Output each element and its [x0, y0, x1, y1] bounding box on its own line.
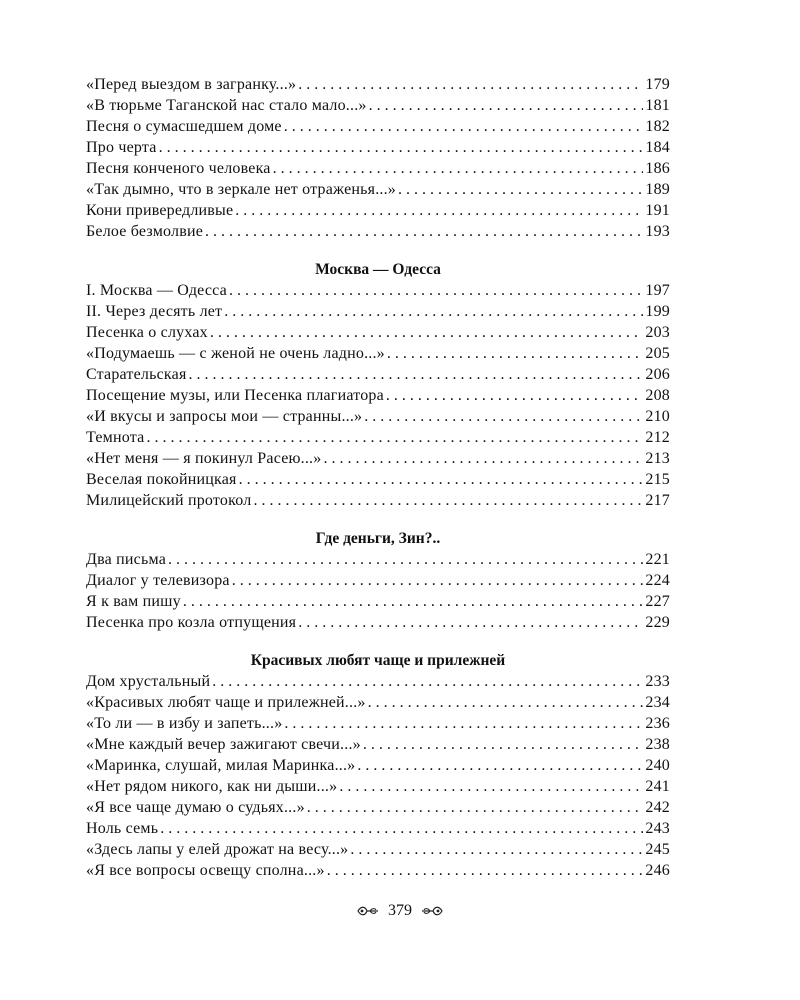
toc-entry-page: 212: [645, 429, 670, 446]
toc-entry: [86, 490, 670, 511]
toc-entry-page: 217: [645, 492, 670, 509]
toc-entry-page: 221: [645, 551, 670, 568]
leader-dots: [284, 116, 644, 137]
toc-entry-page: 181: [645, 97, 670, 114]
toc-entry-title: Темнота: [86, 429, 145, 446]
leader-dots: [298, 74, 643, 95]
leader-dots: [212, 671, 643, 692]
toc-entry: [86, 221, 670, 242]
toc-entry: [86, 755, 670, 776]
toc-entry-title: II. Через десять лет: [86, 303, 223, 320]
toc-entry: [86, 570, 670, 591]
toc-entry-page: 205: [645, 345, 670, 362]
toc-entry-page: 213: [645, 450, 670, 467]
toc-entry: [86, 839, 670, 860]
toc-entry-title: Милицейский протокол: [86, 492, 252, 509]
toc-entry: [86, 692, 670, 713]
toc-entry: [86, 591, 670, 612]
toc-entry: [86, 427, 670, 448]
leader-dots: [339, 776, 643, 797]
leader-dots: [323, 448, 643, 469]
toc-entry-page: 203: [645, 324, 670, 341]
leader-dots: [235, 200, 643, 221]
toc-entry-title: «Красивых любят чаще и прилежней...»: [86, 694, 366, 711]
toc-entry-title: Дом хрустальный: [86, 673, 211, 690]
toc-entry-title: «Подумаешь — с женой не очень ладно...»: [86, 345, 385, 362]
toc-entry: [86, 200, 670, 221]
toc-entry: [86, 280, 670, 301]
toc-entry-page: 245: [645, 841, 670, 858]
page-footer: [0, 902, 800, 920]
leader-dots: [205, 221, 643, 242]
toc-entry: [86, 469, 670, 490]
leader-dots: [368, 692, 644, 713]
toc-entry: [86, 301, 670, 322]
toc-entry-page: 238: [645, 736, 670, 753]
toc-entry-page: 189: [645, 181, 670, 198]
leader-dots: [159, 137, 644, 158]
toc-entry-page: 227: [645, 593, 670, 610]
toc-entry: [86, 734, 670, 755]
toc-entry: [86, 797, 670, 818]
toc-entry-page: 215: [645, 471, 670, 488]
leader-dots: [298, 612, 643, 633]
toc-entry: [86, 74, 670, 95]
leader-dots: [146, 427, 643, 448]
toc-entry: [86, 776, 670, 797]
section-spacer: [86, 633, 670, 650]
toc-entry-title: «То ли — в избу и запеть...»: [86, 715, 283, 732]
toc-entry-page: 186: [645, 160, 670, 177]
toc-entry-page: 208: [645, 387, 670, 404]
toc-entry-title: Песня конченого человека: [86, 160, 271, 177]
floral-ornament-icon: [420, 904, 444, 918]
toc-entry: [86, 158, 670, 179]
toc-entry: [86, 95, 670, 116]
toc-entry-title: «Нет меня — я покинул Расею...»: [86, 450, 322, 467]
toc-entry: [86, 448, 670, 469]
toc-entry-page: 184: [645, 139, 670, 156]
leader-dots: [239, 469, 644, 490]
toc-section-beautiful-loved: [86, 650, 670, 881]
leader-dots: [387, 343, 644, 364]
leader-dots: [229, 280, 643, 301]
toc-entry-title: Песенка о слухах: [86, 324, 208, 341]
section-spacer: [86, 511, 670, 528]
leader-dots: [386, 385, 643, 406]
section-heading: Где деньги, Зин?..: [315, 530, 441, 547]
toc-entry: [86, 713, 670, 734]
toc-entry-page: 236: [645, 715, 670, 732]
toc-section-where-money-zin: [86, 528, 670, 633]
leader-dots: [398, 179, 643, 200]
toc-entry-title: «В тюрьме Таганской нас стало мало...»: [86, 97, 367, 114]
leader-dots: [357, 755, 643, 776]
page-number: 379: [388, 902, 412, 919]
toc-entry-title: «Так дымно, что в зеркале нет отраженья...»: [86, 181, 396, 198]
leader-dots: [232, 570, 644, 591]
toc-entry-title: «Здесь лапы у елей дрожат на весу...»: [86, 841, 349, 858]
toc-entry-title: «Перед выездом в загранку...»: [86, 76, 297, 93]
toc-entry-page: 246: [645, 862, 670, 879]
toc-entry-title: Я к вам пишу: [86, 593, 181, 610]
leader-dots: [364, 406, 643, 427]
toc-entry-title: Посещение музы, или Песенка плагиатора: [86, 387, 384, 404]
toc-entry-title: Веселая покойницкая: [86, 471, 237, 488]
toc-entry-page: 193: [645, 223, 670, 240]
floral-ornament-icon: [356, 904, 380, 918]
toc-entry: [86, 322, 670, 343]
toc-entry-page: 242: [645, 799, 670, 816]
toc-entry: [86, 612, 670, 633]
leader-dots: [363, 734, 644, 755]
leader-dots: [168, 549, 643, 570]
toc-entry: [86, 671, 670, 692]
toc-entry-page: 199: [645, 303, 670, 320]
toc-entry-title: Белое безмолвие: [86, 223, 204, 240]
section-heading: Москва — Одесса: [315, 261, 441, 278]
toc-entry-title: «Мне каждый вечер зажигают свечи...»: [86, 736, 361, 753]
leader-dots: [350, 839, 643, 860]
toc-entry-page: 233: [645, 673, 670, 690]
leader-dots: [210, 322, 644, 343]
toc-entry-title: Про черта: [86, 139, 157, 156]
toc-entry-title: «Нет рядом никого, как ни дыши...»: [86, 778, 338, 795]
toc-entry-page: 224: [645, 572, 670, 589]
leader-dots: [284, 713, 643, 734]
leader-dots: [369, 95, 644, 116]
toc-entry-title: «Я все вопросы освещу сполна...»: [86, 862, 325, 879]
toc-entry: [86, 116, 670, 137]
toc-entry-title: Кони привередливые: [86, 202, 234, 219]
leader-dots: [273, 158, 644, 179]
toc-entry-page: 197: [645, 282, 670, 299]
toc-entry-page: 241: [645, 778, 670, 795]
toc-entry-title: Ноль семь: [86, 820, 159, 837]
toc-entry-page: 191: [645, 202, 670, 219]
leader-dots: [307, 797, 644, 818]
leader-dots: [327, 860, 644, 881]
toc-entry: [86, 860, 670, 881]
table-of-contents: [86, 74, 670, 881]
section-heading: Красивых любят чаще и прилежней: [250, 652, 506, 669]
toc-entry-page: 240: [645, 757, 670, 774]
toc-entry-title: Диалог у телевизора: [86, 572, 230, 589]
toc-entry: [86, 818, 670, 839]
toc-entry: [86, 549, 670, 570]
leader-dots: [160, 818, 643, 839]
leader-dots: [253, 490, 643, 511]
toc-entry-title: «Маринка, слушай, милая Маринка...»: [86, 757, 356, 774]
toc-entry-title: Песня о сумасшедшем доме: [86, 118, 282, 135]
toc-entry: [86, 179, 670, 200]
toc-entry-page: 206: [645, 366, 670, 383]
leader-dots: [224, 301, 643, 322]
section-spacer: [86, 242, 670, 259]
toc-entry-title: Два письма: [86, 551, 166, 568]
toc-entry-page: 210: [645, 408, 670, 425]
toc-section-untitled: [86, 74, 670, 242]
leader-dots: [183, 591, 644, 612]
toc-entry-page: 234: [645, 694, 670, 711]
toc-entry-title: «Я все чаще думаю о судьях...»: [86, 799, 305, 816]
toc-section-moscow-odessa: [86, 259, 670, 511]
leader-dots: [189, 364, 644, 385]
toc-entry-page: 229: [645, 614, 670, 631]
toc-entry: [86, 137, 670, 158]
toc-entry-title: «И вкусы и запросы мои — странны...»: [86, 408, 363, 425]
toc-entry-title: Песенка про козла отпущения: [86, 614, 297, 631]
toc-entry: [86, 385, 670, 406]
toc-entry: [86, 364, 670, 385]
toc-entry-page: 243: [645, 820, 670, 837]
toc-entry-page: 179: [645, 76, 670, 93]
toc-entry: [86, 406, 670, 427]
toc-entry: [86, 343, 670, 364]
toc-entry-title: Старательская: [86, 366, 187, 383]
toc-entry-title: I. Москва — Одесса: [86, 282, 227, 299]
toc-entry-page: 182: [645, 118, 670, 135]
